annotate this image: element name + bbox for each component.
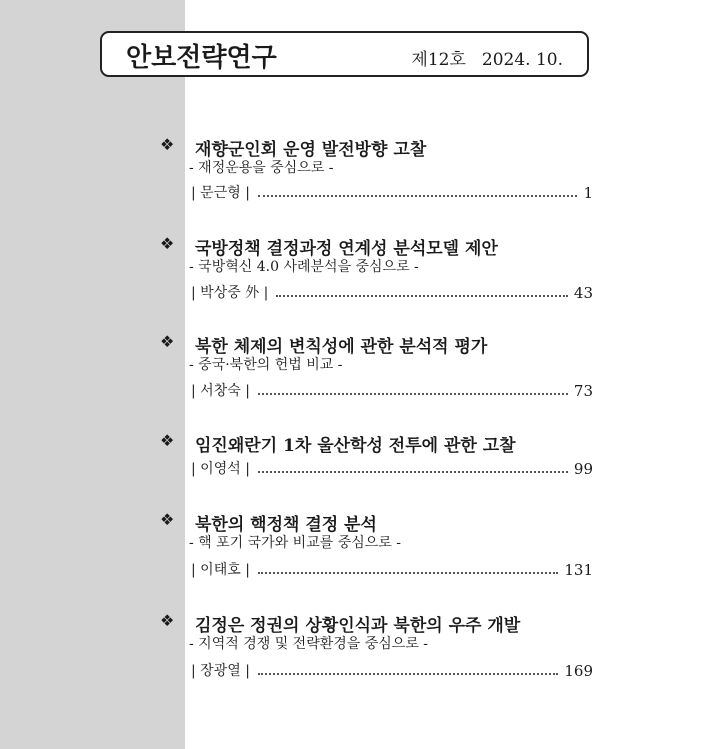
article-title[interactable]: 국방정책 결정과정 연계성 분석모델 제안: [195, 239, 498, 259]
article-author: | 이영석 |: [191, 461, 250, 477]
article-author: | 박상중 外 |: [191, 285, 269, 301]
article-author: | 이태호 |: [191, 562, 250, 578]
author-line: [191, 182, 593, 202]
article-title[interactable]: 재향군인회 운영 발전방향 고찰: [195, 140, 427, 160]
page-number[interactable]: 1: [583, 184, 593, 202]
page-number[interactable]: 73: [573, 382, 593, 400]
issue-number: 제12호: [411, 50, 466, 70]
article-author: | 장광열 |: [191, 663, 250, 679]
article-subtitle: - 지역적 경쟁 및 전략환경을 중심으로 -: [189, 636, 429, 652]
issue-date: 2024. 10.: [481, 50, 563, 70]
dot-leader: [258, 672, 558, 675]
dot-leader: [258, 470, 568, 473]
diamond-bullet-icon: ❖: [160, 234, 175, 253]
page-number[interactable]: 169: [564, 662, 593, 680]
author-line: [191, 559, 593, 579]
dot-leader: [258, 392, 568, 395]
diamond-bullet-icon: ❖: [160, 135, 175, 154]
dot-leader: [276, 294, 568, 297]
article-subtitle: - 핵 포기 국가와 비교를 중심으로 -: [189, 535, 401, 551]
diamond-bullet-icon: ❖: [160, 510, 175, 529]
dot-leader: [258, 571, 558, 574]
article-subtitle: - 재정운용을 중심으로 -: [189, 160, 334, 176]
journal-title: 안보전략연구: [126, 43, 277, 73]
article-title[interactable]: 김정은 정권의 상황인식과 북한의 우주 개발: [195, 616, 521, 636]
article-author: | 서창숙 |: [191, 383, 250, 399]
dot-leader: [258, 194, 577, 197]
author-line: [191, 380, 593, 400]
page-number[interactable]: 99: [573, 460, 593, 478]
article-title[interactable]: 임진왜란기 1차 울산학성 전투에 관한 고찰: [195, 436, 516, 456]
author-line: [191, 660, 593, 680]
article-title[interactable]: 북한 체제의 변칙성에 관한 분석적 평가: [195, 337, 488, 357]
author-line: [191, 458, 593, 478]
journal-header: [100, 31, 589, 77]
issue-info: [411, 45, 563, 70]
author-line: [191, 282, 593, 302]
article-subtitle: - 중국·북한의 헌법 비교 -: [189, 357, 343, 373]
diamond-bullet-icon: ❖: [160, 431, 175, 450]
page-number[interactable]: 43: [573, 284, 593, 302]
diamond-bullet-icon: ❖: [160, 332, 175, 351]
article-title[interactable]: 북한의 핵정책 결정 분석: [195, 515, 377, 535]
page-number[interactable]: 131: [564, 561, 593, 579]
diamond-bullet-icon: ❖: [160, 611, 175, 630]
article-author: | 문근형 |: [191, 185, 250, 201]
left-gray-band: [0, 0, 185, 749]
article-subtitle: - 국방혁신 4.0 사례분석을 중심으로 -: [189, 259, 419, 275]
